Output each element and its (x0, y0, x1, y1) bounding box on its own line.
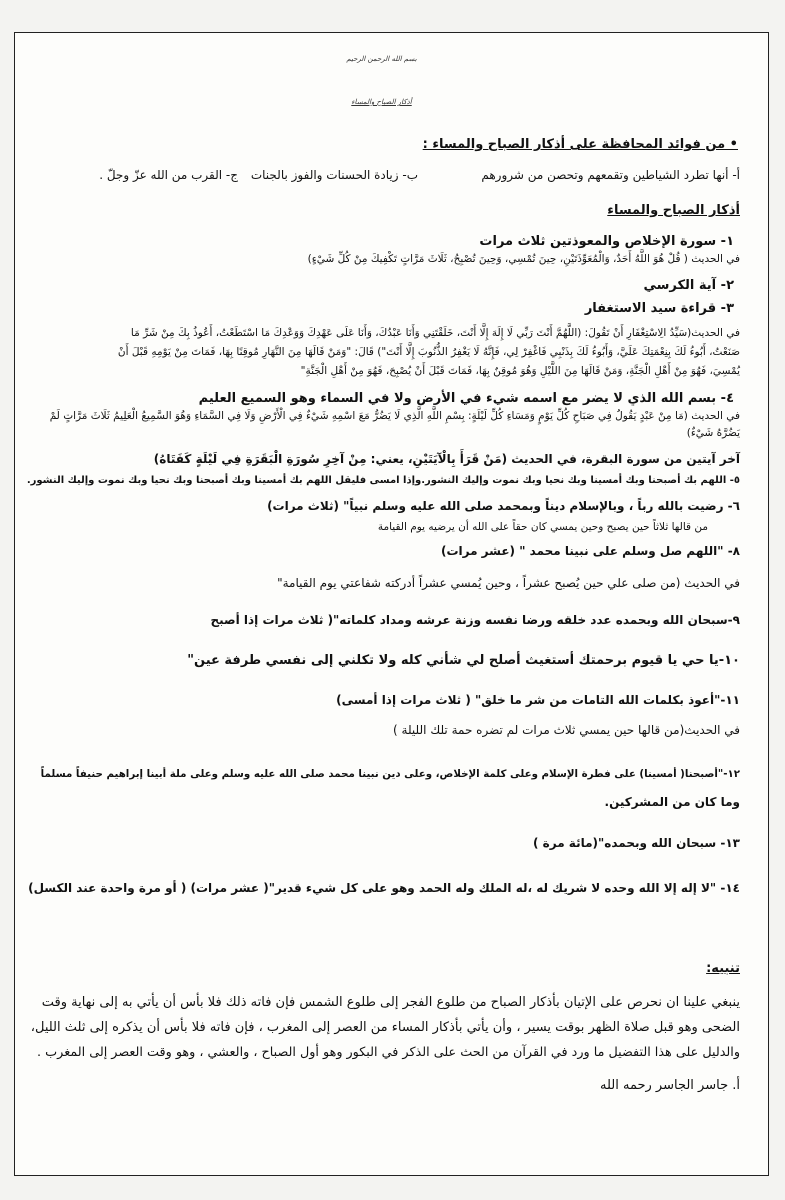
item-12-line-2: وما كان من المشركين. (604, 795, 740, 809)
item-10: ١٠-يا حي يا قيوم برحمتك أستغيث أصلح لي شأني كله ولا تكلني إلى نفسي طرفة عين" (187, 653, 740, 668)
item-3-line-1: في الحديث(سَيِّدُ الِاسْتِغْفَارِ أَنْ تَقُولَ: (اللَّهُمَّ أَنْتَ رَبِّي لَا إِلَهَ إِلَّا أَنْتَ، خَلَقْتَنِي وَأَنَا عَبْدُكَ، وَأَنَا عَلَى عَهْدِكَ وَوَعْدِكَ مَا اسْتَطَعْتُ، أَعُوذُ بِكَ مِنْ شَرِّ مَا (130, 327, 740, 339)
item-4: ٤- بسم الله الذي لا يضر مع اسمه شيء في الأرض ولا في السماء وهو السميع العليم (198, 391, 734, 406)
item-11: ١١-"أعوذ بكلمات الله التامات من شر ما خلق" ( ثلاث مرات إذا أمسى) (336, 693, 740, 707)
item-9: ٩-سبحان الله وبحمده عدد خلقه ورضا نفسه وزنة عرشه ومداد كلماته"( ثلاث مرات إذا أصبح (210, 613, 740, 627)
item-11-hadith: في الحديث(من قالها حين يمسي ثلاث مرات لم تضره حمة تلك الليلة ) (393, 723, 740, 737)
item-3-line-3: يُمْسِيَ، فَهُوَ مِنْ أَهْلِ الْجَنَّةِ، وَمَنْ قَالَهَا مِنَ اللَّيْلِ وَهُوَ مُوقِنٌ بِهَا، فَمَاتَ قَبْلَ أَنْ يُصْبِحَ، فَهُوَ مِنْ أَهْلِ الْجَنَّةِ" (300, 365, 740, 377)
item-12-line-1: ١٢-"أصبحنا( أمسينا) على فطرة الإسلام وعلى كلمة الإخلاص، وعلى دين نبينا محمد صلى الله عليه وسلم وعلى ملة أبينا إبراهيم حنيفاً مسلماً (40, 768, 740, 780)
item-8-hadith: في الحديث (من صلى علي حين يُصبح عشراً ، وحين يُمسي عشراً أدركته شفاعتي يوم القيامة" (277, 576, 740, 590)
item-3-line-2: صَنَعْتُ، أَبُوءُ لَكَ بِنِعْمَتِكَ عَلَيَّ، وَأَبُوءُ لَكَ بِذَنْبِي فَاغْفِرْ لِي، فَإِنَّهُ لَا يَغْفِرُ الذُّنُوبَ إِلَّا أَنْتَ") قَالَ: "وَمَنْ قَالَهَا مِنَ النَّهَارِ مُوقِنًا بِهَا، فَمَاتَ مِنْ يَوْمِهِ قَبْلَ أَنْ (117, 346, 740, 358)
item-14: ١٤- "لا إله إلا الله وحده لا شريك له ،له الملك وله الحمد وهو على كل شيء قدير"( عشر مرات) ( أو مرة واحدة عند الكسل) (28, 881, 740, 895)
benefit-c: ج- القرب من الله عزّ وجلّ . (99, 168, 238, 182)
item-4-line-2: يَضُرَّهُ شَيْءٌ) (686, 427, 740, 439)
note-title: تنبيه: (706, 961, 740, 976)
handwritten-subtitle: أذكار الصباح والمساء (351, 98, 412, 106)
benefit-a: أ- أنها تطرد الشياطين وتقمعهم وتحصن من شرورهم (481, 168, 740, 182)
item-13: ١٣- سبحان الله وبحمده"(مائة مرة ) (532, 836, 740, 850)
note-line-2: الضحى وهو قبل صلاة الظهر بوقت يسير ، وأن يأتي بأذكار المساء من العصر إلى المغرب ، فإن فاته فلا بأس أن يذكره إلى ثلث الليل، (30, 1020, 740, 1035)
item-6: ٦- رضيت بالله رباً ، وبالإسلام ديناً وبمحمد صلى الله عليه وسلم نبياً" (ثلاث مرات) (267, 499, 740, 513)
item-1: ١- سورة الإخلاص والمعوذتين ثلاث مرات (479, 234, 734, 249)
document-page (14, 32, 769, 1176)
item-2: ٢- آية الكرسي (643, 278, 734, 293)
benefits-title: • من فوائد المحافظة على أذكار الصباح والمساء : (422, 137, 738, 152)
author: أ. جاسر الجاسر رحمه الله (600, 1078, 740, 1093)
baqara-item: آخر آيتين من سورة البقرة، في الحديث (مَنْ قَرَأَ بِالْآيَتَيْنِ، يعني: مِنْ آخِرِ سُورَةِ الْبَقَرَةِ فِي لَيْلَةٍ كَفَتَاهُ) (153, 452, 740, 466)
item-8: ٨- "اللهم صل وسلم على نبينا محمد " (عشر مرات) (440, 544, 740, 558)
item-4-line-1: في الحديث (مَا مِنْ عَبْدٍ يَقُولُ فِي صَبَاحِ كُلِّ يَوْمٍ وَمَسَاءِ كُلِّ لَيْلَةٍ: بِسْمِ اللَّهِ الَّذِي لَا يَضُرُّ مَعَ اسْمِهِ شَيْءٌ فِي الْأَرْضِ وَلَا فِي السَّمَاءِ وَهُوَ السَّمِيعُ الْعَلِيمُ ثَلَاثَ مَرَّاتٍ لَمْ (49, 410, 740, 422)
item-6-note: من قالها ثلاثاً حين يصبح وحين يمسي كان حقاً على الله أن يرضيه يوم القيامة (377, 521, 708, 533)
benefit-b: ب- زيادة الحسنات والفوز بالجنات (250, 168, 418, 182)
item-3: ٣- قراءة سيد الاستغفار (584, 301, 734, 316)
section-title: أذكار الصباح والمساء (607, 203, 740, 218)
basmala: بسم الله الرحمن الرحيم (346, 55, 417, 63)
note-line-1: ينبغي علينا ان نحرص على الإتيان بأذكار الصباح من طلوع الفجر إلى طلوع الشمس فإن فاته ذلك فلا بأس أن يأتي به إلى نهاية وقت (41, 995, 740, 1010)
item-5: ٥- اللهم بك أصبحنا وبك أمسينا وبك نحيا وبك نموت وإليك النشور.وإذا امسى فليقل اللهم بك أمسينا وبك أصبحنا وبك نحيا وبك نموت وإليك النشور. (26, 475, 740, 486)
note-line-3: والدليل على هذا التفضيل ما ورد في القرآن من الحث على الذكر في البكور وهو أول الصباح ، والعشي ، وهو وقت العصر إلى المغرب . (37, 1045, 740, 1060)
item-1-hadith: في الحديث ( قُلْ هُوَ اللَّهُ أَحَدٌ، وَالْمُعَوِّذَتَيْنِ، حِينَ تُمْسِي، وَحِينَ تُصْبِحُ، ثَلَاثَ مَرَّاتٍ تَكْفِيكَ مِنْ كُلِّ شَيْءٍ) (307, 253, 740, 265)
